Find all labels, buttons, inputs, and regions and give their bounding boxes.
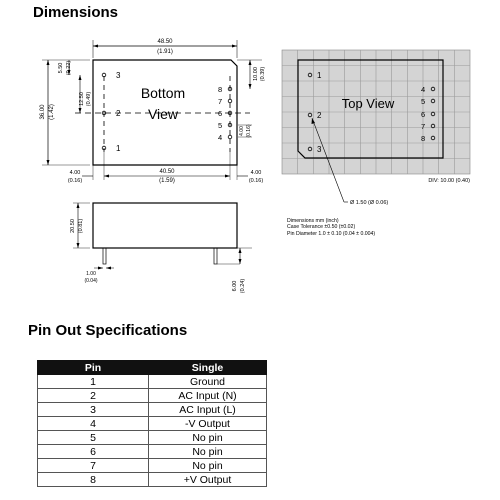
pin-cell: 8 <box>38 473 149 487</box>
function-cell: AC Input (L) <box>149 403 267 417</box>
side-dim-height-in: (0.81) <box>78 218 84 234</box>
tv-pin-3: 3 <box>317 145 322 154</box>
header-single: Single <box>149 361 267 375</box>
function-cell: +V Output <box>149 473 267 487</box>
bv-pin-5: 5 <box>218 121 223 130</box>
dim-right-top-mm: 10.00 <box>253 67 259 81</box>
dim-width-mm: 48.50 <box>157 39 173 45</box>
function-cell: Ground <box>149 375 267 389</box>
bottom-view-drawing <box>0 0 280 310</box>
bv-pin-2: 2 <box>116 109 121 118</box>
dim-width-in: (1.91) <box>157 49 173 55</box>
tv-pin-7: 7 <box>421 122 426 131</box>
pin-cell: 3 <box>38 403 149 417</box>
pin-cell: 1 <box>38 375 149 389</box>
dim-right-top-in: (0.39) <box>260 66 266 82</box>
bv-pin-8: 8 <box>218 85 223 94</box>
side-dim-pin-length-in: (0.24) <box>240 278 246 294</box>
table-row <box>38 445 267 459</box>
dim-height-in: (1.42) <box>49 104 55 120</box>
top-view-drawing <box>280 48 490 218</box>
pin-cell: 2 <box>38 389 149 403</box>
table-row <box>38 417 267 431</box>
tv-pin-4: 4 <box>421 85 426 94</box>
dimensions-heading: Dimensions <box>33 4 119 21</box>
pin-cell: 5 <box>38 431 149 445</box>
table-row <box>38 375 267 389</box>
pinout-table <box>37 360 267 487</box>
dim-top-offset-in: (0.22) <box>66 60 72 76</box>
pin-cell: 6 <box>38 445 149 459</box>
table-row <box>38 389 267 403</box>
bv-pin-3: 3 <box>116 71 121 80</box>
notes-line-2: Case Tolerance ±0.50 (±0.02) <box>287 224 356 231</box>
dim-height-mm: 36.00 <box>40 104 46 120</box>
tv-pin-5: 5 <box>421 97 426 106</box>
tv-pin-2: 2 <box>317 111 322 120</box>
table-row <box>38 403 267 417</box>
header-pin: Pin <box>38 361 149 375</box>
dim-left-margin-in: (0.16) <box>67 178 83 184</box>
dim-pin-spacing-in: (0.49) <box>86 91 92 107</box>
table-row <box>38 431 267 445</box>
bv-pin-4: 4 <box>218 133 223 142</box>
pin-cell: 7 <box>38 459 149 473</box>
pin-diameter-label: Ø 1.50 (Ø 0.06) <box>350 200 389 206</box>
function-cell: No pin <box>149 431 267 445</box>
notes-line-3: Pin Diameter 1.0 ± 0.10 (0.04 ± 0.004) <box>287 230 376 237</box>
dim-pin-row-in: (1.59) <box>159 178 175 184</box>
dim-top-offset-mm: 5.50 <box>58 62 64 74</box>
bv-pin-1: 1 <box>116 144 121 153</box>
side-dim-pin-length-mm: 6.00 <box>232 280 238 292</box>
side-view-outline <box>93 203 237 248</box>
tv-pin-6: 6 <box>421 110 426 119</box>
pin-cell: 4 <box>38 417 149 431</box>
top-view-label: Top View <box>341 96 395 111</box>
side-pin-right <box>214 248 217 264</box>
div-note: DIV: 10.00 (0.40) <box>428 178 470 184</box>
notes-line-1: Dimensions mm (inch) <box>287 218 339 224</box>
pinout-heading: Pin Out Specifications <box>28 322 188 339</box>
bottom-view-label-2: View <box>147 106 179 122</box>
function-cell: AC Input (N) <box>149 389 267 403</box>
tv-pin-1: 1 <box>317 71 322 80</box>
tv-pin-8: 8 <box>421 134 426 143</box>
dim-right-pitch-in: (0.16) <box>246 124 252 138</box>
side-dim-pin-width-mm: 1.00 <box>86 271 96 277</box>
dim-left-margin-mm: 4.00 <box>69 170 81 176</box>
function-cell: -V Output <box>149 417 267 431</box>
dim-right-margin-mm: 4.00 <box>250 170 262 176</box>
side-pin-left <box>103 248 106 264</box>
dimension-notes <box>287 218 375 237</box>
function-cell: No pin <box>149 459 267 473</box>
table-row <box>38 459 267 473</box>
table-header-row <box>38 361 267 375</box>
bv-pin-7: 7 <box>218 97 223 106</box>
bv-pin-6: 6 <box>218 109 223 118</box>
bottom-view-label: Bottom <box>140 85 186 101</box>
side-dim-pin-width-in: (0.04) <box>84 278 98 284</box>
function-cell: No pin <box>149 445 267 459</box>
dim-right-pitch-mm: 4.00 <box>239 126 245 136</box>
dim-right-margin-in: (0.16) <box>248 178 264 184</box>
table-row <box>38 473 267 487</box>
side-dim-height-mm: 20.50 <box>70 219 76 233</box>
dim-pin-row-mm: 40.50 <box>159 169 175 175</box>
dim-pin-spacing-mm: 12.50 <box>79 92 85 106</box>
